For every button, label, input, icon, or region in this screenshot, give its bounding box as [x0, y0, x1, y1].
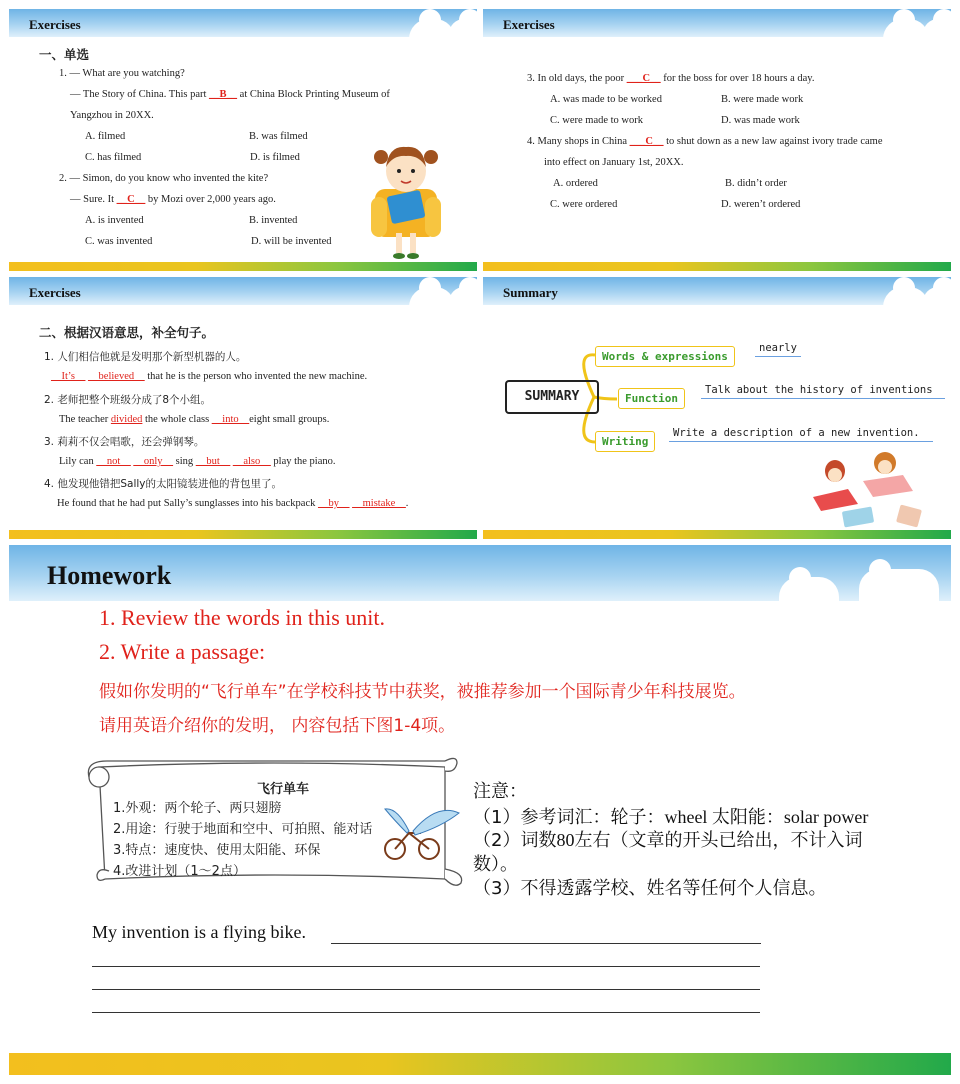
slide-footer-bar	[9, 1053, 951, 1075]
q2-option-c: C. was invented	[85, 236, 153, 247]
section-heading: 一、单选	[39, 47, 90, 62]
q4-line2: into effect on January 1st, 20XX.	[544, 157, 684, 168]
homework-title: Homework	[47, 561, 172, 590]
q4-option-c: C. were ordered	[550, 199, 618, 210]
task-description-line2: 请用英语介绍你的发明， 内容包括下图1-4项。	[99, 716, 456, 736]
scroll-item-4: 4.改进计划（1～2点）	[113, 864, 246, 879]
branch-writing: Writing	[595, 431, 655, 452]
slide-homework	[9, 545, 951, 1075]
sentence1-english: __It’s__ __believed__ that he is the person who invented the new machine.	[51, 371, 368, 382]
scroll-item-3: 3.特点：速度快、使用太阳能、环保	[113, 843, 321, 858]
q4-option-a: A. ordered	[553, 178, 598, 189]
q4-option-d: D. weren’t ordered	[721, 199, 801, 210]
q1-option-c: C. has filmed	[85, 152, 142, 163]
sentence3-english: Lily can __not__ __only__ sing __but__ __also__ play the piano.	[59, 456, 336, 467]
q2-option-a: A. is invented	[85, 215, 144, 226]
note-1: （1）参考词汇：轮子：wheel 太阳能：solar power	[473, 807, 869, 828]
q1-line3: Yangzhou in 20XX.	[70, 110, 154, 121]
answer-line	[92, 966, 760, 967]
q1-line2: — The Story of China. This part __B__ at China Block Printing Museum of	[70, 89, 390, 100]
q1-option-a: A. filmed	[85, 131, 126, 142]
kids-reading-illustration	[803, 449, 933, 531]
blank: __also__	[232, 456, 271, 467]
homework-item-1: 1. Review the words in this unit.	[99, 605, 385, 630]
blank: __It’s__	[51, 371, 86, 382]
reading-girl-illustration	[369, 137, 444, 262]
q3-option-d: D. was made work	[721, 115, 800, 126]
slide-exercises-2	[483, 9, 951, 271]
sentence2-chinese: 2. 老师把整个班级分成了8个小组。	[44, 394, 212, 406]
leaf-nearly: nearly	[755, 342, 801, 357]
slide-footer-bar	[483, 262, 951, 271]
slide-title: Exercises	[29, 17, 81, 32]
answer-line	[92, 989, 760, 990]
slide-exercises-1	[9, 9, 477, 271]
sentence2-english: The teacher divided the whole class __into__eight small groups.	[59, 414, 330, 425]
scroll-title: 飞行单车	[257, 782, 310, 797]
q3-option-a: A. was made to be worked	[550, 94, 662, 105]
q1-option-d: D. is filmed	[250, 152, 300, 163]
blank: __but__	[195, 456, 231, 467]
slide-footer-bar	[9, 530, 477, 539]
slide-exercises-3	[9, 277, 477, 539]
leaf-writing: Write a description of a new invention.	[669, 427, 933, 442]
blank: __by__	[318, 498, 350, 509]
slide-title: Exercises	[503, 17, 555, 32]
q1-answer: __B__	[209, 89, 238, 100]
blank: divided	[110, 414, 143, 425]
leaf-function: Talk about the history of inventions	[701, 384, 945, 399]
homework-item-2: 2. Write a passage:	[99, 639, 266, 664]
slide-summary	[483, 277, 951, 539]
task-description-line1: 假如你发明的“飞行单车”在学校科技节中获奖，被推荐参加一个国际青少年科技展览。	[99, 682, 746, 702]
sentence3-chinese: 3. 莉莉不仅会唱歌，还会弹钢琴。	[44, 436, 205, 448]
note-2-cont: 数）。	[473, 854, 518, 875]
q2-line1: 2. — Simon, do you know who invented the kite?	[59, 173, 269, 184]
slide-title: Summary	[503, 285, 558, 300]
slide-footer-bar	[9, 262, 477, 271]
blank: __believed__	[88, 371, 145, 382]
q2-answer: __C__	[116, 194, 146, 205]
blank: __mistake__	[352, 498, 406, 509]
passage-start: My invention is a flying bike.	[92, 922, 306, 942]
slide-title: Exercises	[29, 285, 81, 300]
q3-option-b: B. were made work	[721, 94, 804, 105]
section-heading: 二、根据汉语意思，补全句子。	[39, 325, 215, 340]
q3-answer: ___C__	[626, 73, 661, 84]
q2-option-b: B. invented	[249, 215, 298, 226]
scroll-item-1: 1.外观：两个轮子、两只翅膀	[113, 801, 282, 816]
sentence4-chinese: 4. 他发现他错把Sally的太阳镜装进他的背包里了。	[44, 478, 283, 490]
branch-words-expressions: Words & expressions	[595, 346, 735, 367]
q4-answer: ___C__	[629, 136, 664, 147]
answer-line	[92, 1012, 760, 1013]
blank: __only__	[133, 456, 174, 467]
sentence1-chinese: 1. 人们相信他就是发明那个新型机器的人。	[44, 351, 247, 363]
blank: __into__	[211, 414, 250, 425]
note-title: 注意：	[473, 781, 527, 802]
q1-option-b: B. was filmed	[249, 131, 308, 142]
flying-bike-icon	[377, 803, 463, 865]
scroll-item-2: 2.用途：行驶于地面和空中、可拍照、能对话	[113, 822, 373, 837]
q2-line2: — Sure. It __C__ by Mozi over 2,000 years ago.	[70, 194, 276, 205]
answer-line	[331, 943, 761, 944]
slide-footer-bar	[483, 530, 951, 539]
q2-option-d: D. will be invented	[251, 236, 332, 247]
branch-function: Function	[618, 388, 685, 409]
sentence4-english: He found that he had put Sally’s sunglasses into his backpack __by__ __mistake__.	[57, 498, 409, 509]
q4-option-b: B. didn’t order	[725, 178, 787, 189]
q1-line1: 1. — What are you watching?	[59, 68, 185, 79]
q4-line1: 4. Many shops in China ___C__ to shut down as a new law against ivory trade came	[527, 136, 883, 147]
note-3: （3）不得透露学校、姓名等任何个人信息。	[473, 878, 827, 899]
note-2: （2）词数80左右（文章的开头已给出，不计入词	[473, 830, 863, 851]
q3-option-c: C. were made to work	[550, 115, 644, 126]
q3-line1: 3. In old days, the poor ___C__ for the boss for over 18 hours a day.	[527, 73, 815, 84]
blank: __not__	[96, 456, 131, 467]
summary-center-node: SUMMARY	[505, 380, 599, 414]
